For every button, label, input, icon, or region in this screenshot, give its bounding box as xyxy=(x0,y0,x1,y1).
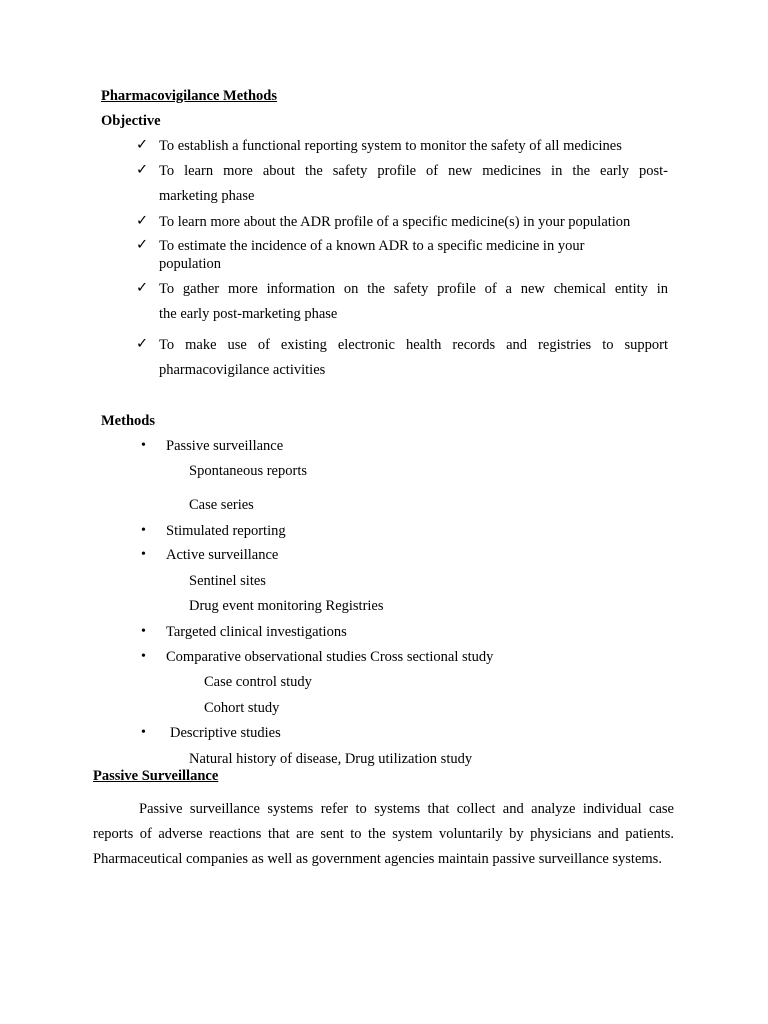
checkmark-icon: ✓ xyxy=(136,162,149,178)
bullet-icon: • xyxy=(141,624,146,639)
checkmark-icon: ✓ xyxy=(136,280,149,296)
objective-item-2-continuation: marketing phase xyxy=(159,188,255,204)
passive-surveillance-heading: Passive Surveillance xyxy=(93,768,219,784)
paragraph-text: Passive surveillance systems refer to systems that collect and analyze individual case reports of adverse reactions that are sent to the system voluntarily by physicians and patients. Pharmaceutical companies as well as government agencies maintain passive surveillance systems. xyxy=(93,801,674,867)
bullet-icon: • xyxy=(141,649,146,664)
objective-item-4: To estimate the incidence of a known ADR to a specific medicine in your xyxy=(159,238,585,254)
checkmark-icon: ✓ xyxy=(136,237,149,253)
objective-item-5-continuation: the early post-marketing phase xyxy=(159,306,338,322)
document-title: Pharmacovigilance Methods xyxy=(101,88,277,104)
method-cohort-study: Cohort study xyxy=(204,700,280,716)
bullet-icon: • xyxy=(141,725,146,740)
passive-surveillance-paragraph xyxy=(93,797,674,872)
bullet-icon: • xyxy=(141,438,146,453)
objective-item-4-continuation: population xyxy=(159,256,222,272)
method-comparative-observational: Comparative observational studies Cross sectional study xyxy=(166,649,494,665)
method-stimulated-reporting: Stimulated reporting xyxy=(166,523,286,539)
bullet-icon: • xyxy=(141,523,146,538)
objective-item-2: To learn more about the safety profile of new medicines in the early post- xyxy=(159,163,668,179)
method-natural-history: Natural history of disease, Drug utilization study xyxy=(189,751,473,767)
objective-item-6: To make use of existing electronic health records and registries to support xyxy=(159,337,668,353)
method-spontaneous-reports: Spontaneous reports xyxy=(189,463,307,479)
method-case-control-study: Case control study xyxy=(204,674,312,690)
objective-item-3: To learn more about the ADR profile of a specific medicine(s) in your population xyxy=(159,214,631,230)
objective-item-5: To gather more information on the safety profile of a new chemical entity in xyxy=(159,281,668,297)
methods-heading: Methods xyxy=(101,413,155,429)
checkmark-icon: ✓ xyxy=(136,213,149,229)
method-sentinel-sites: Sentinel sites xyxy=(189,573,266,589)
method-drug-event-monitoring: Drug event monitoring Registries xyxy=(189,598,384,614)
objective-item-1: To establish a functional reporting system to monitor the safety of all medicines xyxy=(159,138,622,154)
method-descriptive-studies: Descriptive studies xyxy=(170,725,281,741)
method-targeted-clinical-investigations: Targeted clinical investigations xyxy=(166,624,347,640)
method-case-series: Case series xyxy=(189,497,254,513)
objective-heading: Objective xyxy=(101,113,161,129)
objective-item-6-continuation: pharmacovigilance activities xyxy=(159,362,326,378)
checkmark-icon: ✓ xyxy=(136,137,149,153)
method-active-surveillance: Active surveillance xyxy=(166,547,279,563)
bullet-icon: • xyxy=(141,547,146,562)
method-passive-surveillance: Passive surveillance xyxy=(166,438,284,454)
checkmark-icon: ✓ xyxy=(136,336,149,352)
